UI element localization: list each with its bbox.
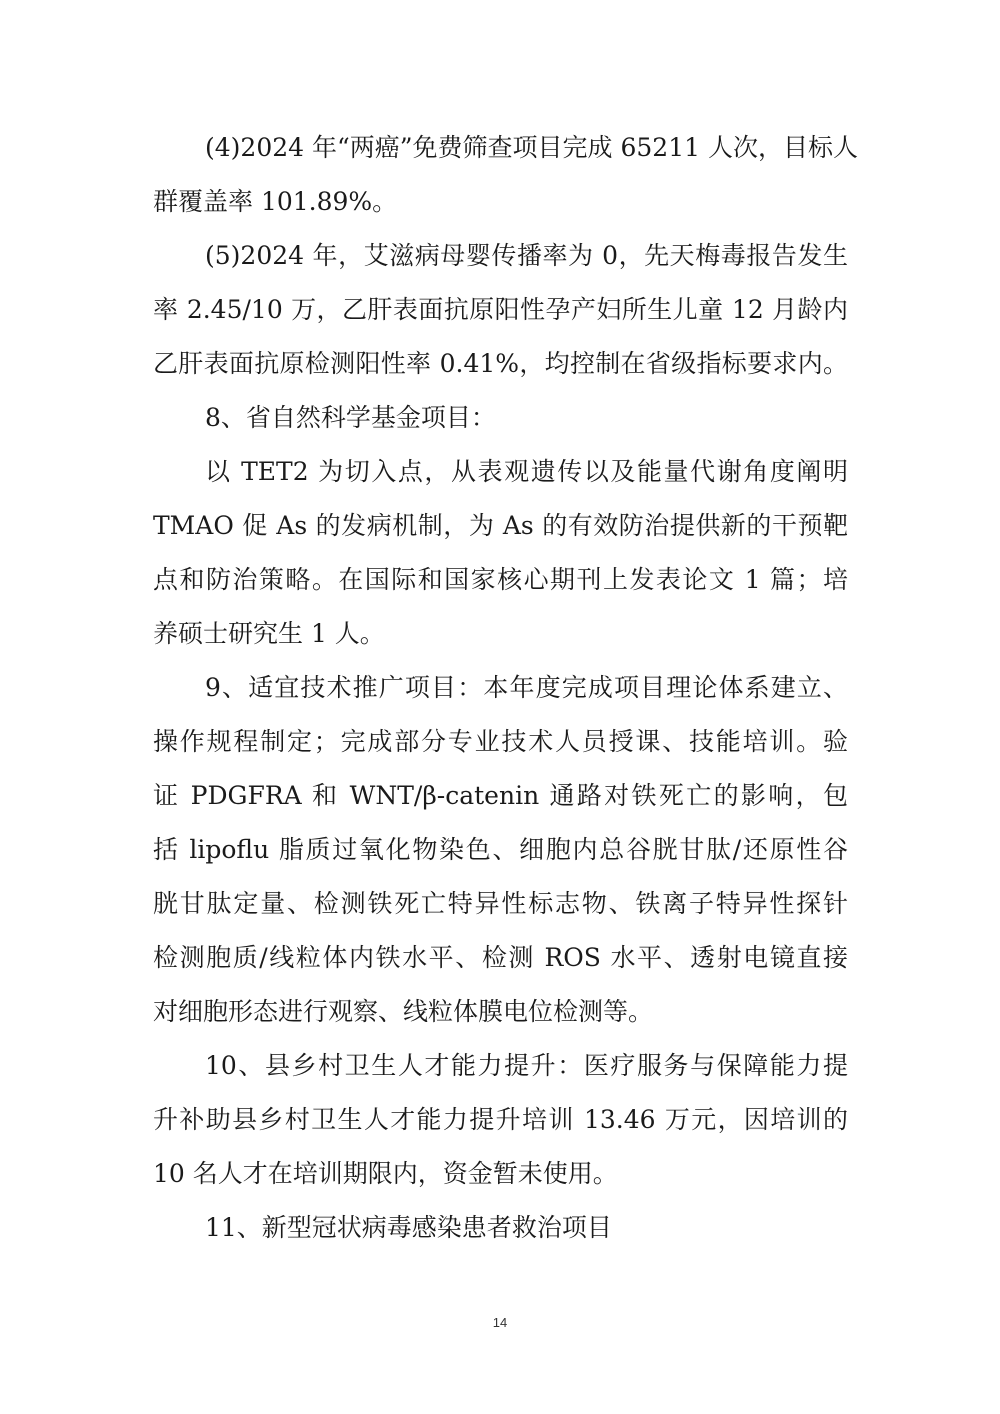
page-number: 14 [492, 1315, 508, 1330]
paragraph-5-line-2: 率 2.45/10 万，乙肝表面抗原阳性孕产妇所生儿童 12 月龄内 [153, 295, 848, 324]
paragraph-5-line-3: 乙肝表面抗原检测阳性率 0.41%，均控制在省级指标要求内。 [153, 349, 848, 378]
paragraph-9-line-7: 对细胞形态进行观察、线粒体膜电位检测等。 [153, 997, 654, 1026]
paragraph-10-line-1: 10、县乡村卫生人才能力提升：医疗服务与保障能力提 [205, 1051, 848, 1080]
paragraph-8-line-1: 以 TET2 为切入点，从表观遗传以及能量代谢角度阐明 [205, 457, 848, 486]
paragraph-10-line-3: 10 名人才在培训期限内，资金暂未使用。 [153, 1159, 618, 1188]
paragraph-4-line-2: 群覆盖率 101.89%。 [153, 187, 398, 216]
section-11-heading: 11、新型冠状病毒感染患者救治项目 [205, 1213, 612, 1242]
paragraph-9-line-5: 胱甘肽定量、检测铁死亡特异性标志物、铁离子特异性探针 [153, 889, 848, 918]
paragraph-10-line-2: 升补助县乡村卫生人才能力提升培训 13.46 万元，因培训的 [153, 1105, 848, 1134]
paragraph-9-line-1: 9、适宜技术推广项目：本年度完成项目理论体系建立、 [205, 673, 848, 702]
paragraph-9-line-2: 操作规程制定；完成部分专业技术人员授课、技能培训。验 [153, 727, 848, 756]
paragraph-8-line-2: TMAO 促 As 的发病机制，为 As 的有效防治提供新的干预靶 [153, 511, 848, 540]
paragraph-8-line-3: 点和防治策略。在国际和国家核心期刊上发表论文 1 篇；培 [153, 565, 848, 594]
paragraph-4-line-1: (4)2024 年“两癌”免费筛查项目完成 65211 人次，目标人 [205, 133, 858, 162]
paragraph-8-line-4: 养硕士研究生 1 人。 [153, 619, 385, 648]
paragraph-9-line-4: 括 lipoflu 脂质过氧化物染色、细胞内总谷胱甘肽/还原性谷 [153, 835, 848, 864]
paragraph-9-line-6: 检测胞质/线粒体内铁水平、检测 ROS 水平、透射电镜直接 [153, 943, 848, 972]
paragraph-9-line-3: 证 PDGFRA 和 WNT/β-catenin 通路对铁死亡的影响，包 [153, 781, 848, 810]
section-8-heading: 8、省自然科学基金项目： [205, 403, 496, 432]
paragraph-5-line-1: (5)2024 年，艾滋病母婴传播率为 0，先天梅毒报告发生 [205, 241, 848, 270]
